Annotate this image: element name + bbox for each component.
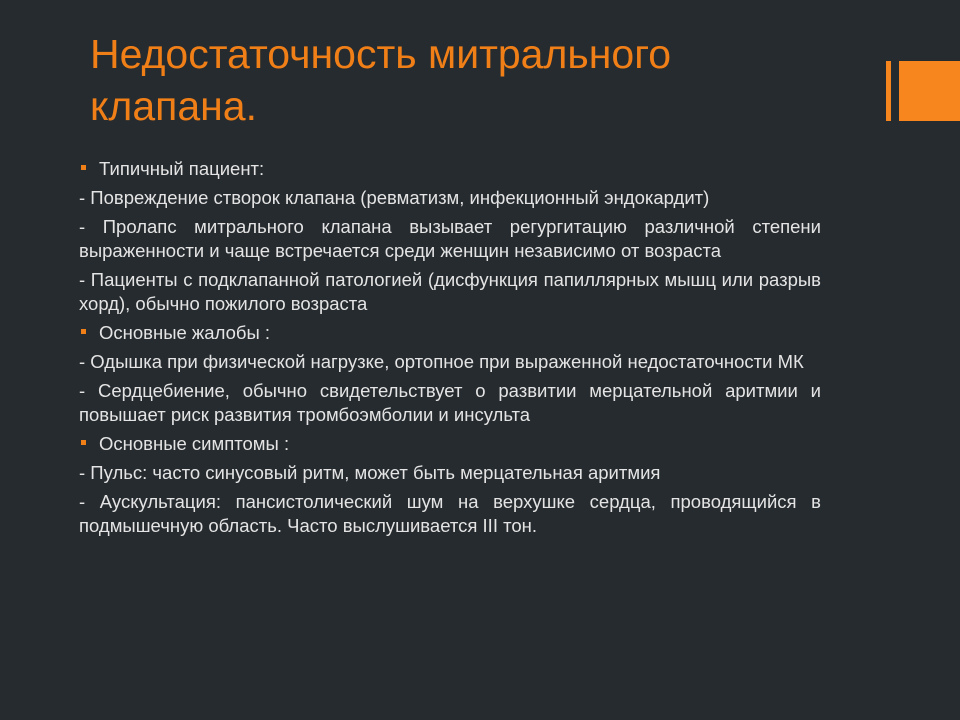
accent-box [899,61,960,121]
slide-content [79,157,821,543]
bullet-item [79,321,821,345]
square-bullet-icon [81,165,86,170]
text-line: - Повреждение створок клапана (ревматизм, инфекционный эндокардит) [79,187,710,208]
bullet-item [79,157,821,181]
text-line: - Аускультация: пансистолический шум на верхушке сердца, проводящийся в подмышечную область. Часто выслушивается III тон. [79,491,821,536]
text-line: - Пульс: часто синусовый ритм, может быть мерцательная аритмия [79,462,661,483]
text-line: - Пролапс митрального клапана вызывает регургитацию различной степени выраженности и чаще встречается среди женщин независимо от возраста [79,216,821,261]
text-line: - Одышка при физической нагрузке, ортопное при выраженной недостаточности МК [79,351,804,372]
bullet-text: Типичный пациент: [99,158,265,179]
bullet-text: Основные симптомы : [99,433,290,454]
accent-bar [886,61,891,121]
bullet-item [79,432,821,456]
text-line: - Пациенты с подклапанной патологией (дисфункция папиллярных мышц или разрыв хорд), обычно пожилого возраста [79,269,821,314]
bullet-text: Основные жалобы : [99,322,271,343]
text-line: - Сердцебиение, обычно свидетельствует о развитии мерцательной аритмии и повышает риск развития тромбоэмболии и инсульта [79,380,821,425]
square-bullet-icon [81,440,86,445]
square-bullet-icon [81,329,86,334]
slide-title: Недостаточность митрального клапана. [90,31,672,129]
